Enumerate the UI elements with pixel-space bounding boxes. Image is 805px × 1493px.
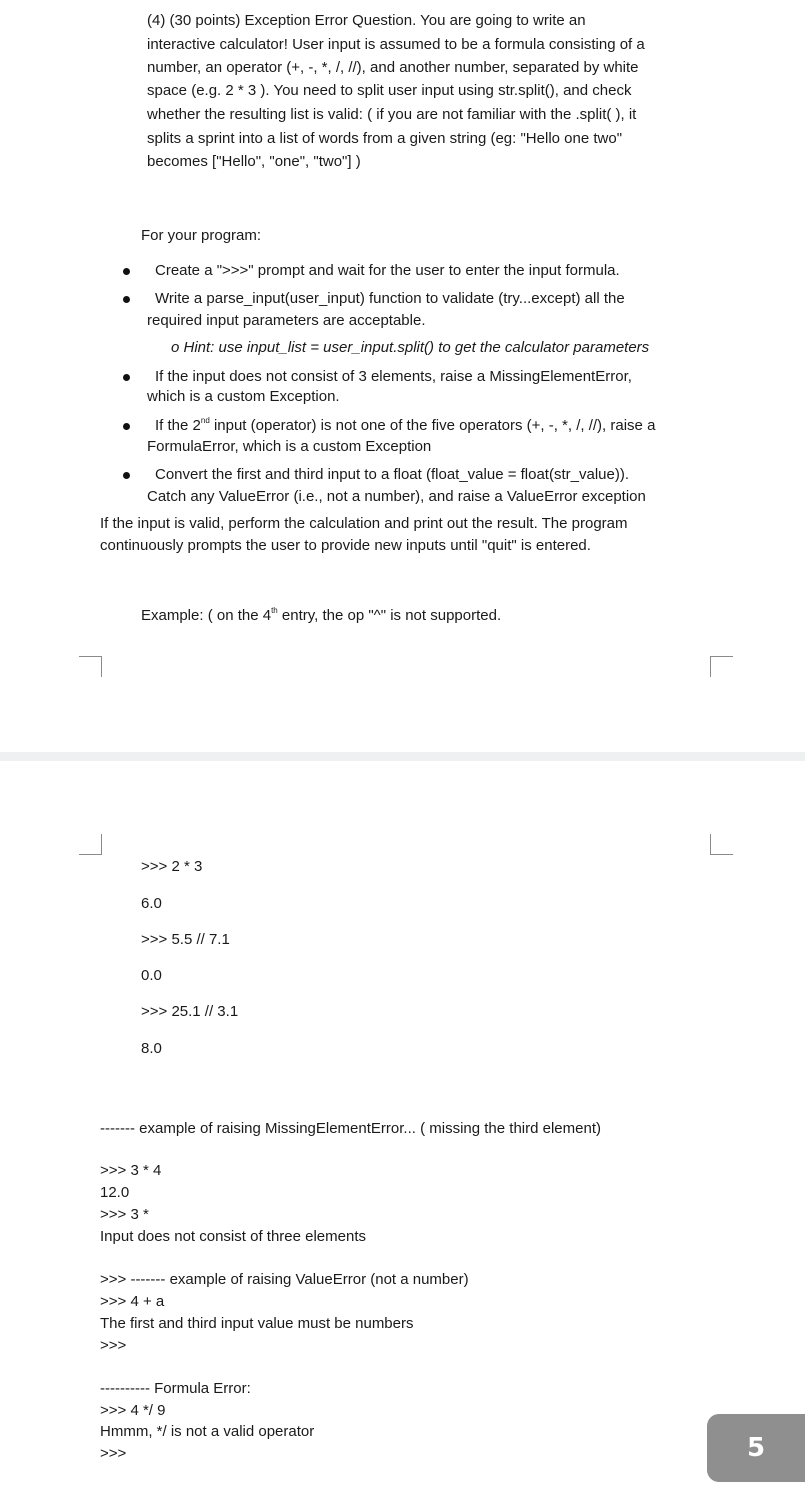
- question-line: splits a sprint into a list of words from a given string (eg: "Hello one two": [147, 130, 623, 147]
- bullet-icon: [123, 374, 130, 381]
- session-line: >>> 5.5 // 7.1: [141, 931, 230, 948]
- session-line: >>> ------- example of raising ValueError (not a number): [100, 1271, 469, 1288]
- bullet-text-part: input (operator) is not one of the five operators (+, -, *, /, //), raise a: [209, 417, 656, 434]
- bullet-text: required input parameters are acceptable.: [147, 312, 426, 329]
- session-line: 6.0: [141, 895, 162, 912]
- superscript: th: [271, 606, 278, 615]
- valid-text: continuously prompts the user to provide new inputs until "quit" is entered.: [100, 537, 591, 554]
- bullet-text: Catch any ValueError (i.e., not a number), and raise a ValueError exception: [147, 488, 646, 505]
- bullet-text: If the input does not consist of 3 elements, raise a MissingElementError,: [155, 368, 632, 385]
- superscript: nd: [200, 416, 210, 425]
- bullet-icon: [123, 296, 130, 303]
- bullet-text: Convert the first and third input to a float (float_value = float(str_value)).: [155, 466, 629, 483]
- session-line: 0.0: [141, 967, 162, 984]
- program-heading: For your program:: [141, 227, 262, 244]
- bullet-text: Create a ">>>" prompt and wait for the user to enter the input formula.: [155, 262, 620, 279]
- session-line: >>>: [100, 1337, 127, 1354]
- bullet-icon: [123, 423, 130, 430]
- valid-text: If the input is valid, perform the calculation and print out the result. The program: [100, 515, 628, 532]
- bullet-text: [155, 415, 655, 437]
- session-line: Input does not consist of three elements: [100, 1228, 366, 1245]
- crop-mark-icon: [710, 834, 733, 855]
- session-line: >>> 4 */ 9: [100, 1402, 166, 1419]
- session-line: ---------- Formula Error:: [100, 1380, 251, 1397]
- crop-mark-icon: [79, 834, 102, 855]
- bullet-text: which is a custom Exception.: [147, 388, 340, 405]
- question-line: space (e.g. 2 * 3 ). You need to split user input using str.split(), and check: [147, 82, 632, 99]
- session-line: >>> 4 + a: [100, 1293, 165, 1310]
- question-line: interactive calculator! User input is assumed to be a formula consisting of a: [147, 36, 645, 53]
- bullet-icon: [123, 472, 130, 479]
- page-separator: [0, 752, 805, 761]
- crop-mark-icon: [79, 656, 102, 677]
- bullet-text: Write a parse_input(user_input) function to validate (try...except) all the: [155, 290, 625, 307]
- question-line: (4) (30 points) Exception Error Question. You are going to write an: [147, 12, 586, 29]
- crop-mark-icon: [710, 656, 733, 677]
- page-number-badge[interactable]: 5: [707, 1414, 805, 1482]
- session-line: >>>: [100, 1445, 127, 1462]
- bullet-icon: [123, 268, 130, 275]
- question-line: whether the resulting list is valid: ( if you are not familiar with the .split( ), it: [147, 106, 637, 123]
- session-line: >>> 2 * 3: [141, 858, 203, 875]
- example-text: Example: ( on the 4: [141, 607, 272, 624]
- session-line: Hmmm, */ is not a valid operator: [100, 1423, 315, 1440]
- bullet-text-part: If the 2: [155, 417, 201, 434]
- session-line: 12.0: [100, 1184, 130, 1201]
- example-caption: [141, 605, 501, 627]
- session-line: 8.0: [141, 1040, 162, 1057]
- question-line: number, an operator (+, -, *, /, //), and another number, separated by white: [147, 59, 639, 76]
- question-line: becomes ["Hello", "one", "two"] ): [147, 153, 361, 170]
- hint-text: o Hint: use input_list = user_input.split() to get the calculator parameters: [171, 339, 650, 356]
- session-line: >>> 3 *: [100, 1206, 149, 1223]
- missing-element-heading: ------- example of raising MissingElementError... ( missing the third element): [100, 1120, 601, 1137]
- session-line: The first and third input value must be numbers: [100, 1315, 414, 1332]
- bullet-text: FormulaError, which is a custom Exception: [147, 438, 432, 455]
- session-line: >>> 3 * 4: [100, 1162, 162, 1179]
- example-text: entry, the op "^" is not supported.: [277, 607, 502, 624]
- session-line: >>> 25.1 // 3.1: [141, 1003, 239, 1020]
